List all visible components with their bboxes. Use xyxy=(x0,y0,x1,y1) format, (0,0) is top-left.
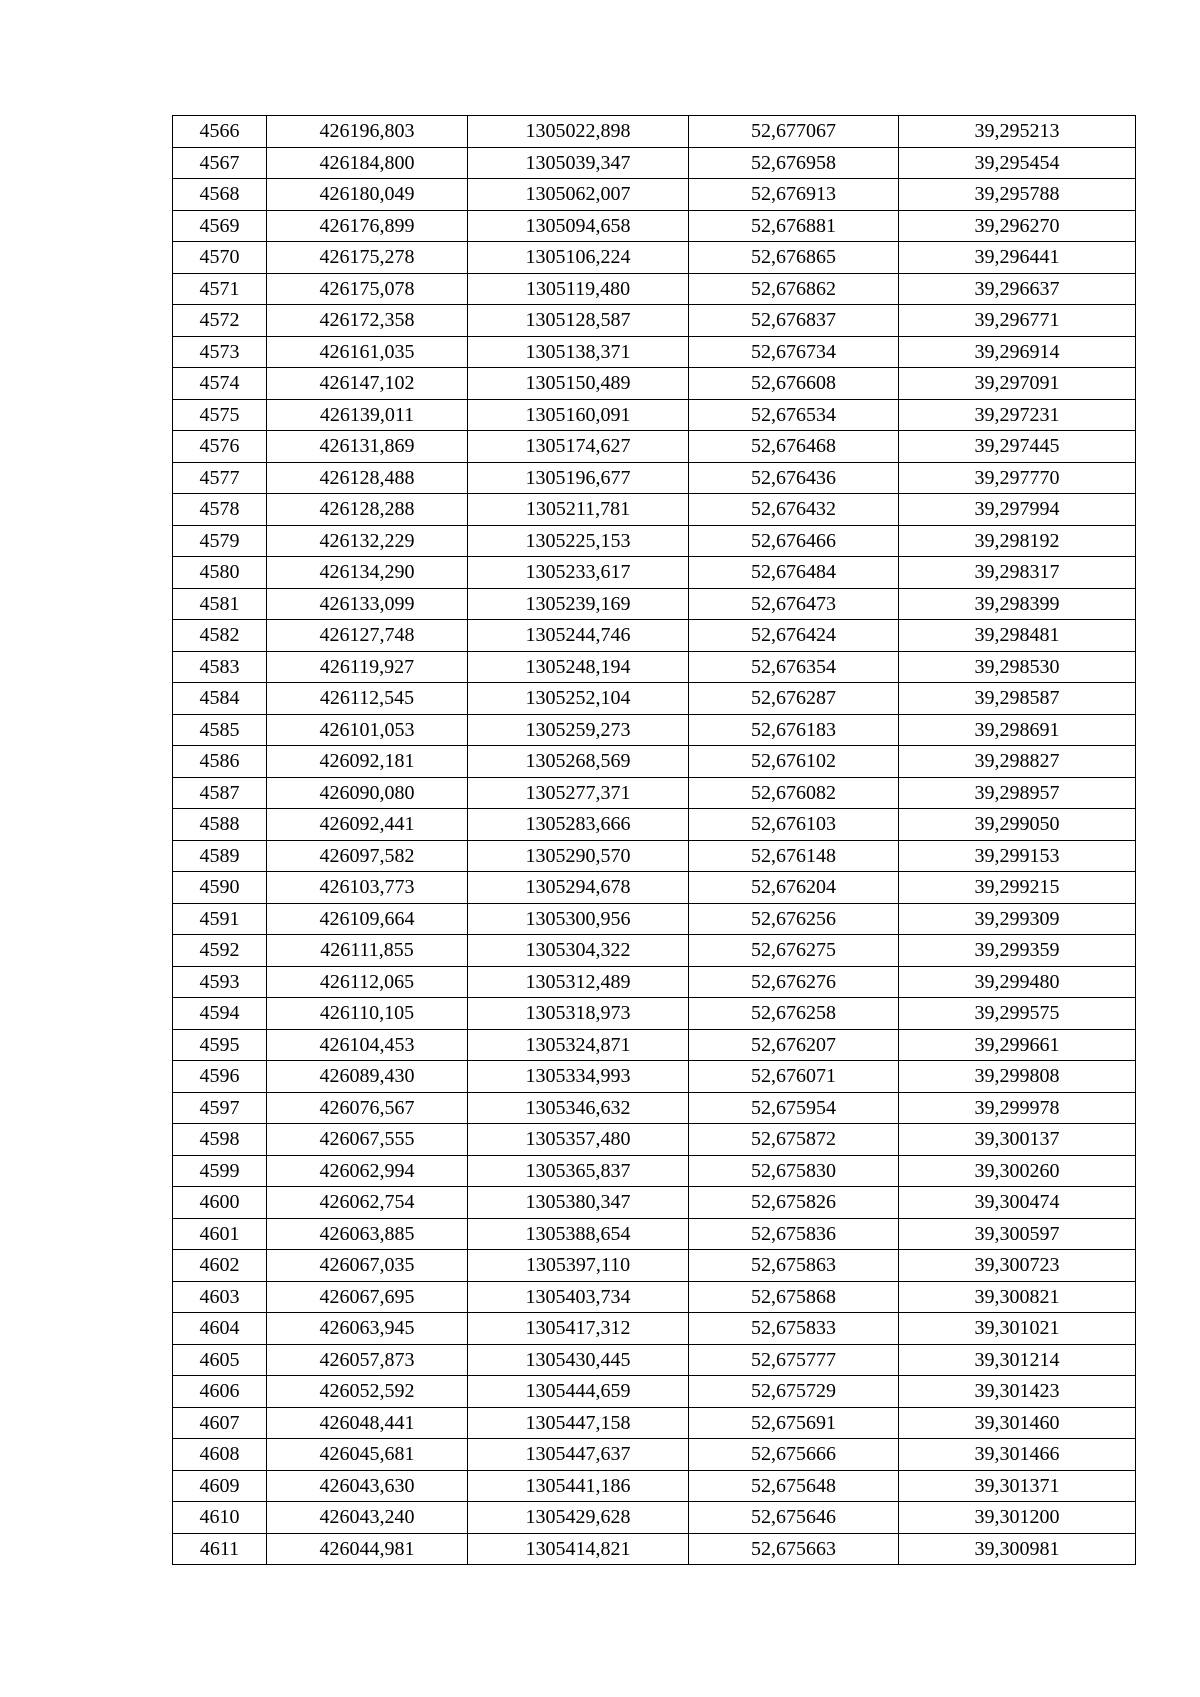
x-coordinate-cell: 426133,099 xyxy=(267,588,468,620)
point-number-cell: 4585 xyxy=(173,714,267,746)
x-coordinate-cell: 426112,065 xyxy=(267,966,468,998)
y-coordinate-cell: 1305417,312 xyxy=(468,1313,689,1345)
point-number-cell: 4587 xyxy=(173,777,267,809)
y-coordinate-cell: 1305380,347 xyxy=(468,1187,689,1219)
longitude-cell: 39,297231 xyxy=(899,399,1136,431)
longitude-cell: 39,298957 xyxy=(899,777,1136,809)
point-number-cell: 4594 xyxy=(173,998,267,1030)
point-number-cell: 4579 xyxy=(173,525,267,557)
y-coordinate-cell: 1305318,973 xyxy=(468,998,689,1030)
longitude-cell: 39,301460 xyxy=(899,1407,1136,1439)
longitude-cell: 39,299575 xyxy=(899,998,1136,1030)
latitude-cell: 52,676436 xyxy=(689,462,899,494)
table-row xyxy=(173,179,1136,211)
latitude-cell: 52,676275 xyxy=(689,935,899,967)
y-coordinate-cell: 1305283,666 xyxy=(468,809,689,841)
latitude-cell: 52,676837 xyxy=(689,305,899,337)
point-number-cell: 4598 xyxy=(173,1124,267,1156)
longitude-cell: 39,300137 xyxy=(899,1124,1136,1156)
y-coordinate-cell: 1305239,169 xyxy=(468,588,689,620)
y-coordinate-cell: 1305138,371 xyxy=(468,336,689,368)
point-number-cell: 4586 xyxy=(173,746,267,778)
longitude-cell: 39,299480 xyxy=(899,966,1136,998)
point-number-cell: 4604 xyxy=(173,1313,267,1345)
x-coordinate-cell: 426147,102 xyxy=(267,368,468,400)
table-row xyxy=(173,1407,1136,1439)
table-row xyxy=(173,620,1136,652)
latitude-cell: 52,677067 xyxy=(689,116,899,148)
point-number-cell: 4600 xyxy=(173,1187,267,1219)
x-coordinate-cell: 426062,754 xyxy=(267,1187,468,1219)
point-number-cell: 4593 xyxy=(173,966,267,998)
latitude-cell: 52,675868 xyxy=(689,1281,899,1313)
latitude-cell: 52,676082 xyxy=(689,777,899,809)
table-row xyxy=(173,116,1136,148)
longitude-cell: 39,295788 xyxy=(899,179,1136,211)
longitude-cell: 39,299153 xyxy=(899,840,1136,872)
longitude-cell: 39,301371 xyxy=(899,1470,1136,1502)
point-number-cell: 4608 xyxy=(173,1439,267,1471)
latitude-cell: 52,676466 xyxy=(689,525,899,557)
y-coordinate-cell: 1305268,569 xyxy=(468,746,689,778)
latitude-cell: 52,676534 xyxy=(689,399,899,431)
y-coordinate-cell: 1305290,570 xyxy=(468,840,689,872)
longitude-cell: 39,297770 xyxy=(899,462,1136,494)
point-number-cell: 4603 xyxy=(173,1281,267,1313)
latitude-cell: 52,676204 xyxy=(689,872,899,904)
y-coordinate-cell: 1305225,153 xyxy=(468,525,689,557)
table-body xyxy=(173,116,1136,1565)
table-row xyxy=(173,588,1136,620)
x-coordinate-cell: 426043,240 xyxy=(267,1502,468,1534)
longitude-cell: 39,299808 xyxy=(899,1061,1136,1093)
table-row xyxy=(173,1250,1136,1282)
point-number-cell: 4571 xyxy=(173,273,267,305)
y-coordinate-cell: 1305397,110 xyxy=(468,1250,689,1282)
latitude-cell: 52,675646 xyxy=(689,1502,899,1534)
table-row xyxy=(173,714,1136,746)
point-number-cell: 4580 xyxy=(173,557,267,589)
table-row xyxy=(173,431,1136,463)
x-coordinate-cell: 426090,080 xyxy=(267,777,468,809)
x-coordinate-cell: 426184,800 xyxy=(267,147,468,179)
x-coordinate-cell: 426067,695 xyxy=(267,1281,468,1313)
longitude-cell: 39,300981 xyxy=(899,1533,1136,1565)
longitude-cell: 39,299978 xyxy=(899,1092,1136,1124)
longitude-cell: 39,300260 xyxy=(899,1155,1136,1187)
y-coordinate-cell: 1305403,734 xyxy=(468,1281,689,1313)
x-coordinate-cell: 426101,053 xyxy=(267,714,468,746)
y-coordinate-cell: 1305414,821 xyxy=(468,1533,689,1565)
latitude-cell: 52,676468 xyxy=(689,431,899,463)
longitude-cell: 39,298827 xyxy=(899,746,1136,778)
y-coordinate-cell: 1305062,007 xyxy=(468,179,689,211)
y-coordinate-cell: 1305196,677 xyxy=(468,462,689,494)
latitude-cell: 52,676881 xyxy=(689,210,899,242)
longitude-cell: 39,300821 xyxy=(899,1281,1136,1313)
point-number-cell: 4572 xyxy=(173,305,267,337)
point-number-cell: 4590 xyxy=(173,872,267,904)
latitude-cell: 52,675863 xyxy=(689,1250,899,1282)
point-number-cell: 4592 xyxy=(173,935,267,967)
point-number-cell: 4601 xyxy=(173,1218,267,1250)
table-row xyxy=(173,525,1136,557)
table-row xyxy=(173,1533,1136,1565)
table-row xyxy=(173,336,1136,368)
point-number-cell: 4611 xyxy=(173,1533,267,1565)
point-number-cell: 4607 xyxy=(173,1407,267,1439)
latitude-cell: 52,676862 xyxy=(689,273,899,305)
y-coordinate-cell: 1305441,186 xyxy=(468,1470,689,1502)
table-row xyxy=(173,966,1136,998)
x-coordinate-cell: 426128,488 xyxy=(267,462,468,494)
latitude-cell: 52,676608 xyxy=(689,368,899,400)
x-coordinate-cell: 426172,358 xyxy=(267,305,468,337)
latitude-cell: 52,675826 xyxy=(689,1187,899,1219)
x-coordinate-cell: 426175,278 xyxy=(267,242,468,274)
longitude-cell: 39,301214 xyxy=(899,1344,1136,1376)
x-coordinate-cell: 426045,681 xyxy=(267,1439,468,1471)
table-row xyxy=(173,872,1136,904)
x-coordinate-cell: 426134,290 xyxy=(267,557,468,589)
point-number-cell: 4602 xyxy=(173,1250,267,1282)
latitude-cell: 52,676354 xyxy=(689,651,899,683)
longitude-cell: 39,295454 xyxy=(899,147,1136,179)
longitude-cell: 39,300597 xyxy=(899,1218,1136,1250)
table-row xyxy=(173,1092,1136,1124)
point-number-cell: 4591 xyxy=(173,903,267,935)
table-row xyxy=(173,683,1136,715)
latitude-cell: 52,676473 xyxy=(689,588,899,620)
point-number-cell: 4597 xyxy=(173,1092,267,1124)
y-coordinate-cell: 1305119,480 xyxy=(468,273,689,305)
y-coordinate-cell: 1305150,489 xyxy=(468,368,689,400)
longitude-cell: 39,301423 xyxy=(899,1376,1136,1408)
latitude-cell: 52,676865 xyxy=(689,242,899,274)
latitude-cell: 52,675729 xyxy=(689,1376,899,1408)
point-number-cell: 4566 xyxy=(173,116,267,148)
longitude-cell: 39,299050 xyxy=(899,809,1136,841)
point-number-cell: 4577 xyxy=(173,462,267,494)
table-row xyxy=(173,809,1136,841)
y-coordinate-cell: 1305233,617 xyxy=(468,557,689,589)
x-coordinate-cell: 426109,664 xyxy=(267,903,468,935)
x-coordinate-cell: 426139,011 xyxy=(267,399,468,431)
table-row xyxy=(173,1313,1136,1345)
y-coordinate-cell: 1305039,347 xyxy=(468,147,689,179)
table-row xyxy=(173,1061,1136,1093)
table-row xyxy=(173,1439,1136,1471)
point-number-cell: 4578 xyxy=(173,494,267,526)
latitude-cell: 52,675836 xyxy=(689,1218,899,1250)
point-number-cell: 4595 xyxy=(173,1029,267,1061)
point-number-cell: 4609 xyxy=(173,1470,267,1502)
table-row xyxy=(173,1344,1136,1376)
latitude-cell: 52,676287 xyxy=(689,683,899,715)
point-number-cell: 4582 xyxy=(173,620,267,652)
longitude-cell: 39,301200 xyxy=(899,1502,1136,1534)
longitude-cell: 39,298691 xyxy=(899,714,1136,746)
point-number-cell: 4605 xyxy=(173,1344,267,1376)
latitude-cell: 52,676183 xyxy=(689,714,899,746)
longitude-cell: 39,298399 xyxy=(899,588,1136,620)
longitude-cell: 39,299359 xyxy=(899,935,1136,967)
x-coordinate-cell: 426043,630 xyxy=(267,1470,468,1502)
table-row xyxy=(173,1502,1136,1534)
x-coordinate-cell: 426127,748 xyxy=(267,620,468,652)
y-coordinate-cell: 1305022,898 xyxy=(468,116,689,148)
longitude-cell: 39,299661 xyxy=(899,1029,1136,1061)
table-row xyxy=(173,494,1136,526)
y-coordinate-cell: 1305430,445 xyxy=(468,1344,689,1376)
x-coordinate-cell: 426067,555 xyxy=(267,1124,468,1156)
x-coordinate-cell: 426175,078 xyxy=(267,273,468,305)
latitude-cell: 52,676071 xyxy=(689,1061,899,1093)
x-coordinate-cell: 426048,441 xyxy=(267,1407,468,1439)
latitude-cell: 52,675666 xyxy=(689,1439,899,1471)
latitude-cell: 52,676256 xyxy=(689,903,899,935)
longitude-cell: 39,298587 xyxy=(899,683,1136,715)
table-row xyxy=(173,1187,1136,1219)
x-coordinate-cell: 426076,567 xyxy=(267,1092,468,1124)
y-coordinate-cell: 1305248,194 xyxy=(468,651,689,683)
y-coordinate-cell: 1305334,993 xyxy=(468,1061,689,1093)
y-coordinate-cell: 1305252,104 xyxy=(468,683,689,715)
point-number-cell: 4584 xyxy=(173,683,267,715)
latitude-cell: 52,676913 xyxy=(689,179,899,211)
y-coordinate-cell: 1305277,371 xyxy=(468,777,689,809)
longitude-cell: 39,296637 xyxy=(899,273,1136,305)
latitude-cell: 52,676207 xyxy=(689,1029,899,1061)
point-number-cell: 4570 xyxy=(173,242,267,274)
x-coordinate-cell: 426176,899 xyxy=(267,210,468,242)
longitude-cell: 39,298481 xyxy=(899,620,1136,652)
longitude-cell: 39,296914 xyxy=(899,336,1136,368)
latitude-cell: 52,675872 xyxy=(689,1124,899,1156)
point-number-cell: 4589 xyxy=(173,840,267,872)
table-row xyxy=(173,273,1136,305)
y-coordinate-cell: 1305324,871 xyxy=(468,1029,689,1061)
latitude-cell: 52,675954 xyxy=(689,1092,899,1124)
longitude-cell: 39,300723 xyxy=(899,1250,1136,1282)
y-coordinate-cell: 1305294,678 xyxy=(468,872,689,904)
table-row xyxy=(173,746,1136,778)
latitude-cell: 52,676424 xyxy=(689,620,899,652)
x-coordinate-cell: 426110,105 xyxy=(267,998,468,1030)
x-coordinate-cell: 426097,582 xyxy=(267,840,468,872)
point-number-cell: 4596 xyxy=(173,1061,267,1093)
y-coordinate-cell: 1305106,224 xyxy=(468,242,689,274)
point-number-cell: 4576 xyxy=(173,431,267,463)
point-number-cell: 4575 xyxy=(173,399,267,431)
longitude-cell: 39,296270 xyxy=(899,210,1136,242)
latitude-cell: 52,676258 xyxy=(689,998,899,1030)
coordinates-table xyxy=(172,115,1136,1565)
table-row xyxy=(173,147,1136,179)
y-coordinate-cell: 1305211,781 xyxy=(468,494,689,526)
latitude-cell: 52,675833 xyxy=(689,1313,899,1345)
x-coordinate-cell: 426196,803 xyxy=(267,116,468,148)
x-coordinate-cell: 426092,441 xyxy=(267,809,468,841)
y-coordinate-cell: 1305244,746 xyxy=(468,620,689,652)
point-number-cell: 4588 xyxy=(173,809,267,841)
longitude-cell: 39,297091 xyxy=(899,368,1136,400)
point-number-cell: 4581 xyxy=(173,588,267,620)
table-row xyxy=(173,840,1136,872)
latitude-cell: 52,676432 xyxy=(689,494,899,526)
x-coordinate-cell: 426052,592 xyxy=(267,1376,468,1408)
point-number-cell: 4573 xyxy=(173,336,267,368)
latitude-cell: 52,676958 xyxy=(689,147,899,179)
longitude-cell: 39,298530 xyxy=(899,651,1136,683)
longitude-cell: 39,298192 xyxy=(899,525,1136,557)
x-coordinate-cell: 426161,035 xyxy=(267,336,468,368)
y-coordinate-cell: 1305388,654 xyxy=(468,1218,689,1250)
x-coordinate-cell: 426089,430 xyxy=(267,1061,468,1093)
point-number-cell: 4569 xyxy=(173,210,267,242)
y-coordinate-cell: 1305312,489 xyxy=(468,966,689,998)
y-coordinate-cell: 1305357,480 xyxy=(468,1124,689,1156)
y-coordinate-cell: 1305346,632 xyxy=(468,1092,689,1124)
table-row xyxy=(173,210,1136,242)
y-coordinate-cell: 1305174,627 xyxy=(468,431,689,463)
latitude-cell: 52,675777 xyxy=(689,1344,899,1376)
y-coordinate-cell: 1305447,637 xyxy=(468,1439,689,1471)
y-coordinate-cell: 1305447,158 xyxy=(468,1407,689,1439)
y-coordinate-cell: 1305160,091 xyxy=(468,399,689,431)
point-number-cell: 4568 xyxy=(173,179,267,211)
point-number-cell: 4599 xyxy=(173,1155,267,1187)
x-coordinate-cell: 426103,773 xyxy=(267,872,468,904)
y-coordinate-cell: 1305365,837 xyxy=(468,1155,689,1187)
x-coordinate-cell: 426119,927 xyxy=(267,651,468,683)
x-coordinate-cell: 426057,873 xyxy=(267,1344,468,1376)
point-number-cell: 4574 xyxy=(173,368,267,400)
longitude-cell: 39,297445 xyxy=(899,431,1136,463)
point-number-cell: 4583 xyxy=(173,651,267,683)
table-row xyxy=(173,777,1136,809)
latitude-cell: 52,675663 xyxy=(689,1533,899,1565)
table-row xyxy=(173,1124,1136,1156)
table-row xyxy=(173,368,1136,400)
longitude-cell: 39,296771 xyxy=(899,305,1136,337)
table-row xyxy=(173,1218,1136,1250)
table-row xyxy=(173,557,1136,589)
y-coordinate-cell: 1305128,587 xyxy=(468,305,689,337)
latitude-cell: 52,676734 xyxy=(689,336,899,368)
x-coordinate-cell: 426104,453 xyxy=(267,1029,468,1061)
x-coordinate-cell: 426062,994 xyxy=(267,1155,468,1187)
x-coordinate-cell: 426112,545 xyxy=(267,683,468,715)
y-coordinate-cell: 1305259,273 xyxy=(468,714,689,746)
latitude-cell: 52,676102 xyxy=(689,746,899,778)
y-coordinate-cell: 1305094,658 xyxy=(468,210,689,242)
x-coordinate-cell: 426132,229 xyxy=(267,525,468,557)
table-row xyxy=(173,242,1136,274)
table-row xyxy=(173,1155,1136,1187)
table-row xyxy=(173,1029,1136,1061)
y-coordinate-cell: 1305304,322 xyxy=(468,935,689,967)
longitude-cell: 39,298317 xyxy=(899,557,1136,589)
point-number-cell: 4567 xyxy=(173,147,267,179)
table-row xyxy=(173,903,1136,935)
x-coordinate-cell: 426180,049 xyxy=(267,179,468,211)
longitude-cell: 39,296441 xyxy=(899,242,1136,274)
table-row xyxy=(173,1281,1136,1313)
table-row xyxy=(173,935,1136,967)
latitude-cell: 52,675830 xyxy=(689,1155,899,1187)
point-number-cell: 4610 xyxy=(173,1502,267,1534)
longitude-cell: 39,301466 xyxy=(899,1439,1136,1471)
point-number-cell: 4606 xyxy=(173,1376,267,1408)
table-row xyxy=(173,998,1136,1030)
x-coordinate-cell: 426131,869 xyxy=(267,431,468,463)
x-coordinate-cell: 426067,035 xyxy=(267,1250,468,1282)
latitude-cell: 52,676484 xyxy=(689,557,899,589)
latitude-cell: 52,676103 xyxy=(689,809,899,841)
longitude-cell: 39,299215 xyxy=(899,872,1136,904)
table-row xyxy=(173,651,1136,683)
latitude-cell: 52,675648 xyxy=(689,1470,899,1502)
longitude-cell: 39,300474 xyxy=(899,1187,1136,1219)
latitude-cell: 52,676148 xyxy=(689,840,899,872)
longitude-cell: 39,299309 xyxy=(899,903,1136,935)
x-coordinate-cell: 426044,981 xyxy=(267,1533,468,1565)
longitude-cell: 39,295213 xyxy=(899,116,1136,148)
latitude-cell: 52,675691 xyxy=(689,1407,899,1439)
x-coordinate-cell: 426111,855 xyxy=(267,935,468,967)
table-row xyxy=(173,399,1136,431)
x-coordinate-cell: 426063,885 xyxy=(267,1218,468,1250)
table-row xyxy=(173,1470,1136,1502)
table-row xyxy=(173,305,1136,337)
x-coordinate-cell: 426063,945 xyxy=(267,1313,468,1345)
table-row xyxy=(173,1376,1136,1408)
longitude-cell: 39,297994 xyxy=(899,494,1136,526)
table-row xyxy=(173,462,1136,494)
longitude-cell: 39,301021 xyxy=(899,1313,1136,1345)
y-coordinate-cell: 1305444,659 xyxy=(468,1376,689,1408)
x-coordinate-cell: 426128,288 xyxy=(267,494,468,526)
x-coordinate-cell: 426092,181 xyxy=(267,746,468,778)
latitude-cell: 52,676276 xyxy=(689,966,899,998)
y-coordinate-cell: 1305300,956 xyxy=(468,903,689,935)
y-coordinate-cell: 1305429,628 xyxy=(468,1502,689,1534)
